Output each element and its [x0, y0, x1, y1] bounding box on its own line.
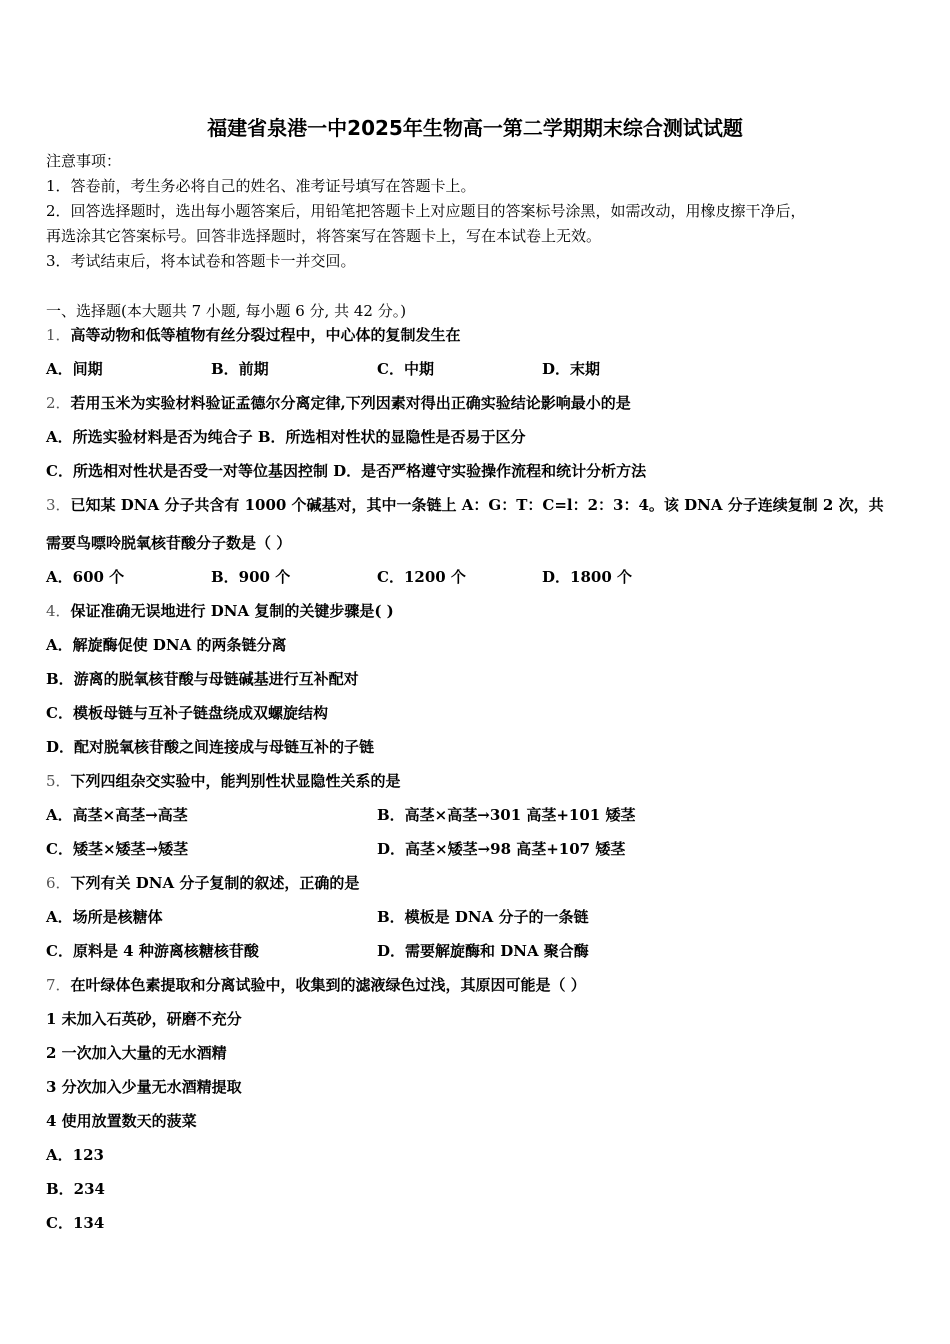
q4-option-d[interactable]: D．配对脱氧核苷酸之间连接成与母链互补的子链	[46, 738, 375, 756]
notice-item-1: 1．答卷前，考生务必将自己的姓名、准考证号填写在答题卡上。	[46, 177, 476, 195]
question-number: 2．	[46, 394, 71, 412]
q5-option-a[interactable]: A．高茎×高茎→高茎	[46, 806, 188, 824]
question-number: 7．	[46, 976, 71, 994]
question-text: 若用玉米为实验材料验证孟德尔分离定律,下列因素对得出正确实验结论影响最小的是	[70, 394, 631, 412]
question-4	[46, 601, 394, 621]
q5-option-c[interactable]: C．矮茎×矮茎→矮茎	[46, 840, 189, 858]
notice-item-2-cont: 再选涂其它答案标号。回答非选择题时，将答案写在答题卡上，写在本试卷上无效。	[46, 227, 602, 245]
question-number: 1．	[46, 326, 71, 344]
q7-statement-2: 2 一次加入大量的无水酒精	[46, 1044, 227, 1062]
question-7	[46, 975, 586, 995]
question-text: 下列有关 DNA 分子复制的叙述，正确的是	[70, 874, 360, 892]
q2-options-ab[interactable]: A．所选实验材料是否为纯合子 B．所选相对性状的显隐性是否易于区分	[46, 428, 526, 446]
question-text: 已知某 DNA 分子共含有 1000 个碱基对，其中一条链上 A：G：T：C=l：2：3：4。该 DNA 分子连续复制 2 次，共	[70, 496, 884, 514]
q3-option-a[interactable]: A．600 个	[46, 568, 125, 586]
question-number: 4．	[46, 602, 71, 620]
q1-option-c[interactable]: C．中期	[377, 360, 434, 378]
q7-statement-4: 4 使用放置数天的菠菜	[46, 1112, 197, 1130]
question-5	[46, 771, 401, 791]
q7-statement-1: 1 未加入石英砂，研磨不充分	[46, 1010, 242, 1028]
question-text: 在叶绿体色素提取和分离试验中，收集到的滤液绿色过浅，其原因可能是（ ）	[70, 976, 586, 994]
q3-option-c[interactable]: C．1200 个	[377, 568, 466, 586]
q4-option-c[interactable]: C．模板母链与互补子链盘绕成双螺旋结构	[46, 704, 328, 722]
q7-option-c[interactable]: C．134	[46, 1214, 105, 1232]
q1-option-a[interactable]: A．间期	[46, 360, 103, 378]
notice-item-2: 2．回答选择题时，选出每小题答案后，用铅笔把答题卡上对应题目的答案标号涂黑，如需改动，用橡皮擦干净后，	[46, 202, 806, 220]
q3-option-d[interactable]: D．1800 个	[542, 568, 632, 586]
q1-option-b[interactable]: B．前期	[211, 360, 269, 378]
q2-options-cd[interactable]: C．所选相对性状是否受一对等位基因控制 D．是否严格遵守实验操作流程和统计分析方法	[46, 462, 647, 480]
q5-option-d[interactable]: D．高茎×矮茎→98 高茎+107 矮茎	[377, 840, 626, 858]
notice-item-3: 3．考试结束后，将本试卷和答题卡一并交回。	[46, 252, 356, 270]
q7-statement-3: 3 分次加入少量无水酒精提取	[46, 1078, 242, 1096]
question-text: 高等动物和低等植物有丝分裂过程中，中心体的复制发生在	[70, 326, 461, 344]
question-text: 保证准确无误地进行 DNA 复制的关键步骤是( )	[70, 602, 394, 620]
q6-option-d[interactable]: D．需要解旋酶和 DNA 聚合酶	[377, 942, 589, 960]
q6-option-c[interactable]: C．原料是 4 种游离核糖核苷酸	[46, 942, 259, 960]
question-3	[46, 495, 884, 515]
question-3-cont: 需要鸟嘌呤脱氧核苷酸分子数是（ ）	[46, 534, 292, 552]
question-1	[46, 325, 461, 345]
q6-option-b[interactable]: B．模板是 DNA 分子的一条链	[377, 908, 589, 926]
q7-option-a[interactable]: A．123	[46, 1146, 104, 1164]
q1-option-d[interactable]: D．末期	[542, 360, 601, 378]
q4-option-a[interactable]: A．解旋酶促使 DNA 的两条链分离	[46, 636, 287, 654]
q6-option-a[interactable]: A．场所是核糖体	[46, 908, 163, 926]
q4-option-b[interactable]: B．游离的脱氧核苷酸与母链碱基进行互补配对	[46, 670, 359, 688]
question-6	[46, 873, 359, 893]
question-2	[46, 393, 631, 413]
q7-option-b[interactable]: B．234	[46, 1180, 105, 1198]
question-number: 3．	[46, 496, 71, 514]
q5-option-b[interactable]: B．高茎×高茎→301 高茎+101 矮茎	[377, 806, 636, 824]
question-text: 下列四组杂交实验中，能判别性状显隐性关系的是	[70, 772, 401, 790]
notice-heading: 注意事项：	[46, 152, 122, 170]
q3-option-b[interactable]: B．900 个	[211, 568, 291, 586]
page-title: 福建省泉港一中2025年生物高一第二学期期末综合测试试题	[207, 116, 743, 140]
question-number: 6．	[46, 874, 71, 892]
section-heading: 一、选择题(本大题共 7 小题, 每小题 6 分, 共 42 分。)	[46, 302, 407, 320]
question-number: 5．	[46, 772, 71, 790]
